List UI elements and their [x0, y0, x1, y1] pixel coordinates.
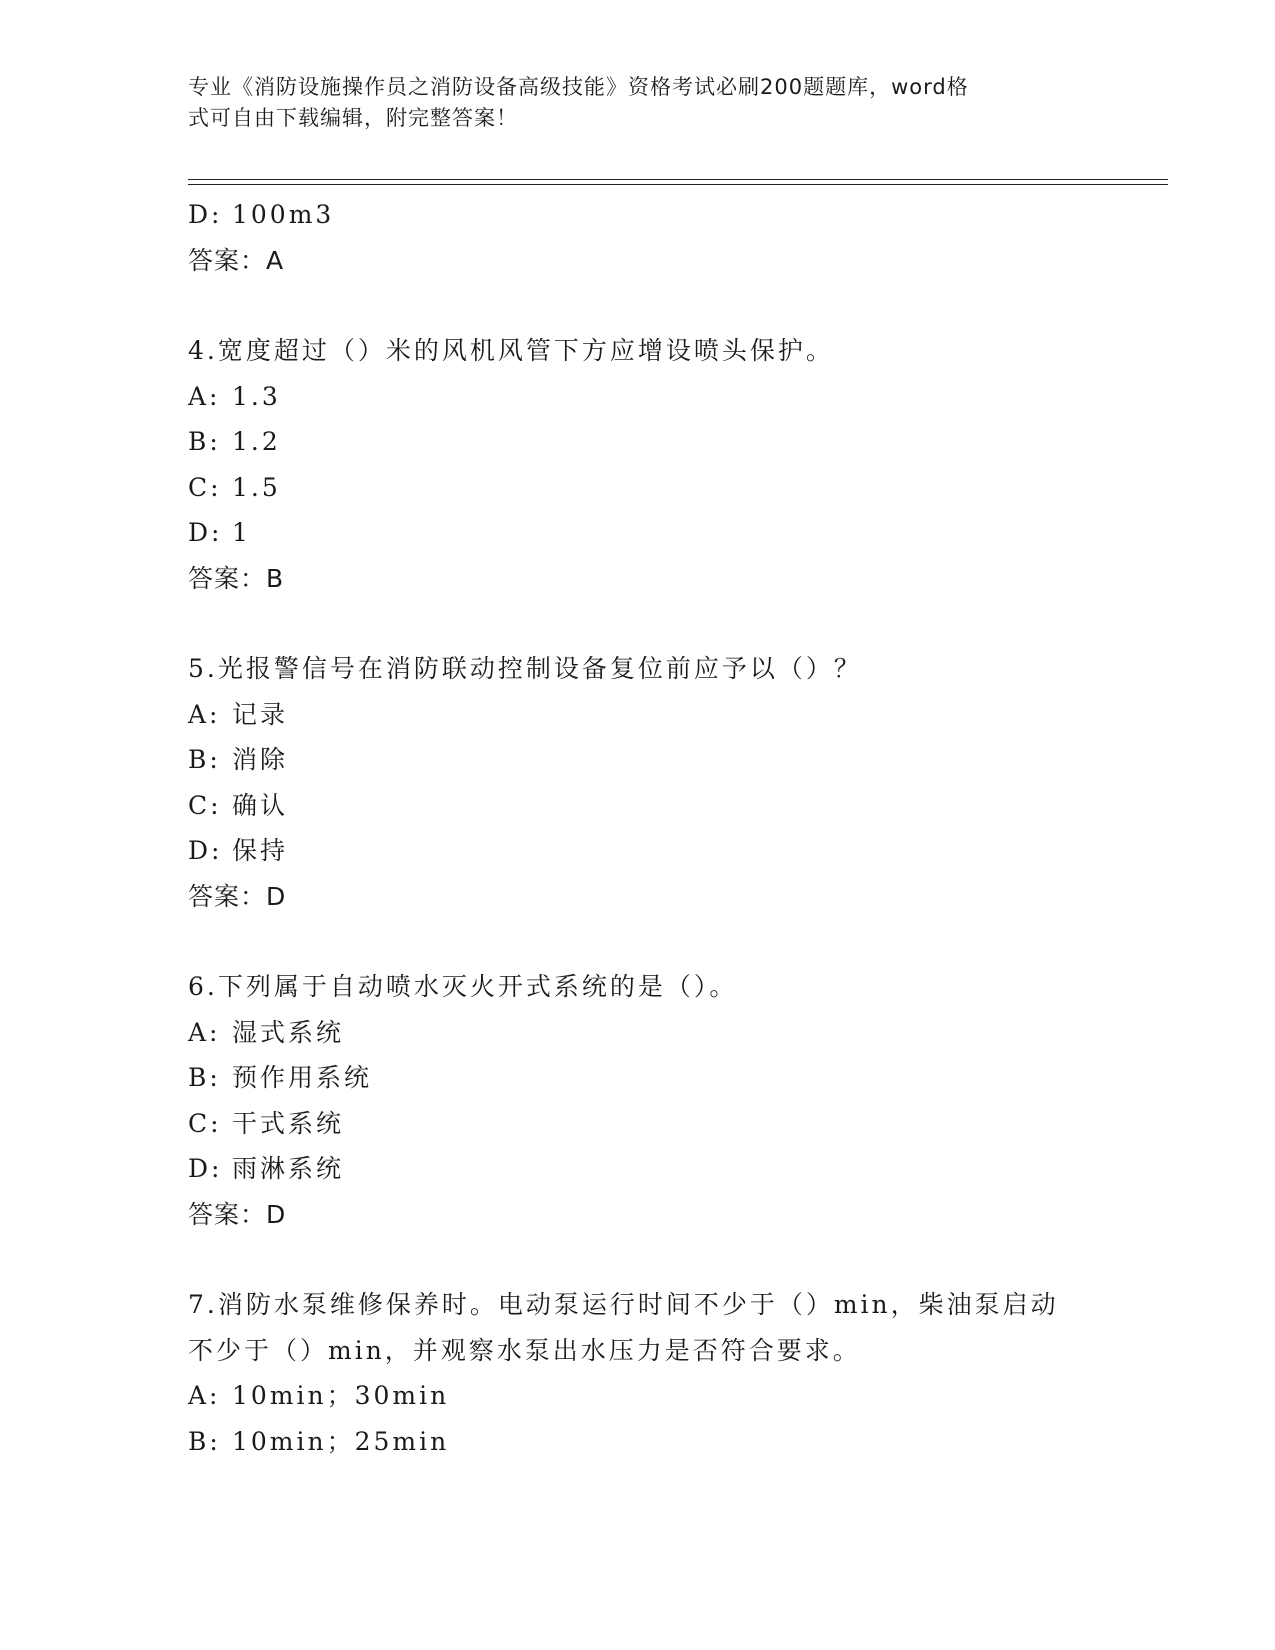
option-text: 1 — [232, 518, 251, 547]
option-text: 1.2 — [232, 427, 281, 456]
option-letter: B: — [188, 745, 221, 774]
header-line-1: 专业《消防设施操作员之消防设备高级技能》资格考试必刷200题题库，word格 — [188, 75, 969, 99]
question-stem: 5.光报警信号在消防联动控制设备复位前应予以（）？ — [188, 654, 862, 683]
option-text: 1.3 — [232, 381, 281, 411]
option-c — [188, 1101, 1088, 1147]
option-letter: B: — [188, 427, 221, 456]
option-a — [188, 692, 1088, 738]
option-b — [188, 1419, 1088, 1465]
option-d — [188, 828, 1088, 874]
option-letter: D: — [188, 836, 223, 865]
question-stem: 4.宽度超过（）米的风机风管下方应增设喷头保护。 — [188, 336, 834, 365]
option-a — [188, 374, 1088, 420]
option-text: 雨淋系统 — [232, 1154, 345, 1183]
option-c — [188, 465, 1088, 511]
header-divider — [188, 179, 1168, 185]
option-letter: D: — [188, 1154, 223, 1183]
option-letter: A: — [188, 1017, 221, 1047]
question-stem: 6.下列属于自动喷水灭火开式系统的是（）。 — [188, 972, 738, 1001]
option-letter: A: — [188, 381, 221, 411]
option-text: 10min；25min — [232, 1426, 450, 1456]
document-header — [188, 72, 1068, 134]
option-letter: D: — [188, 518, 223, 547]
answer: 答案：B — [188, 563, 285, 593]
option-text: 预作用系统 — [232, 1063, 373, 1092]
question-list — [188, 192, 1088, 1464]
option-letter: D: — [188, 200, 223, 229]
option-text: 100m3 — [232, 200, 335, 229]
option-a — [188, 1373, 1088, 1419]
option-b — [188, 419, 1088, 465]
option-text: 干式系统 — [232, 1108, 345, 1138]
option-text: 确认 — [232, 790, 289, 820]
option-letter: B: — [188, 1426, 221, 1456]
answer: 答案：D — [188, 1199, 287, 1229]
option-text: 湿式系统 — [232, 1017, 345, 1047]
option-d — [188, 192, 1088, 238]
option-c — [188, 783, 1088, 829]
option-text: 10min；30min — [232, 1381, 450, 1410]
option-letter: A: — [188, 1381, 221, 1410]
answer: 答案：A — [188, 245, 285, 275]
option-letter: C: — [188, 1108, 222, 1138]
option-letter: A: — [188, 699, 221, 729]
option-letter: C: — [188, 472, 222, 502]
question-5 — [188, 646, 1088, 919]
option-d — [188, 1146, 1088, 1192]
question-6 — [188, 964, 1088, 1237]
option-text: 记录 — [232, 699, 289, 729]
option-text: 保持 — [232, 836, 289, 865]
header-line-2: 式可自由下载编辑，附完整答案！ — [188, 106, 518, 130]
option-b — [188, 737, 1088, 783]
question-4 — [188, 328, 1088, 601]
option-b — [188, 1055, 1088, 1101]
option-text: 消除 — [232, 745, 289, 774]
question-7 — [188, 1282, 1088, 1464]
answer: 答案：D — [188, 881, 287, 911]
option-text: 1.5 — [232, 472, 281, 502]
option-d — [188, 510, 1088, 556]
option-letter: B: — [188, 1063, 221, 1092]
question-stem-line-2: 不少于（）min，并观察水泵出水压力是否符合要求。 — [188, 1335, 861, 1365]
question-stem-line-1: 7.消防水泵维修保养时。电动泵运行时间不少于（）min，柴油泵启动 — [188, 1290, 1059, 1319]
option-a — [188, 1010, 1088, 1056]
option-letter: C: — [188, 790, 222, 820]
